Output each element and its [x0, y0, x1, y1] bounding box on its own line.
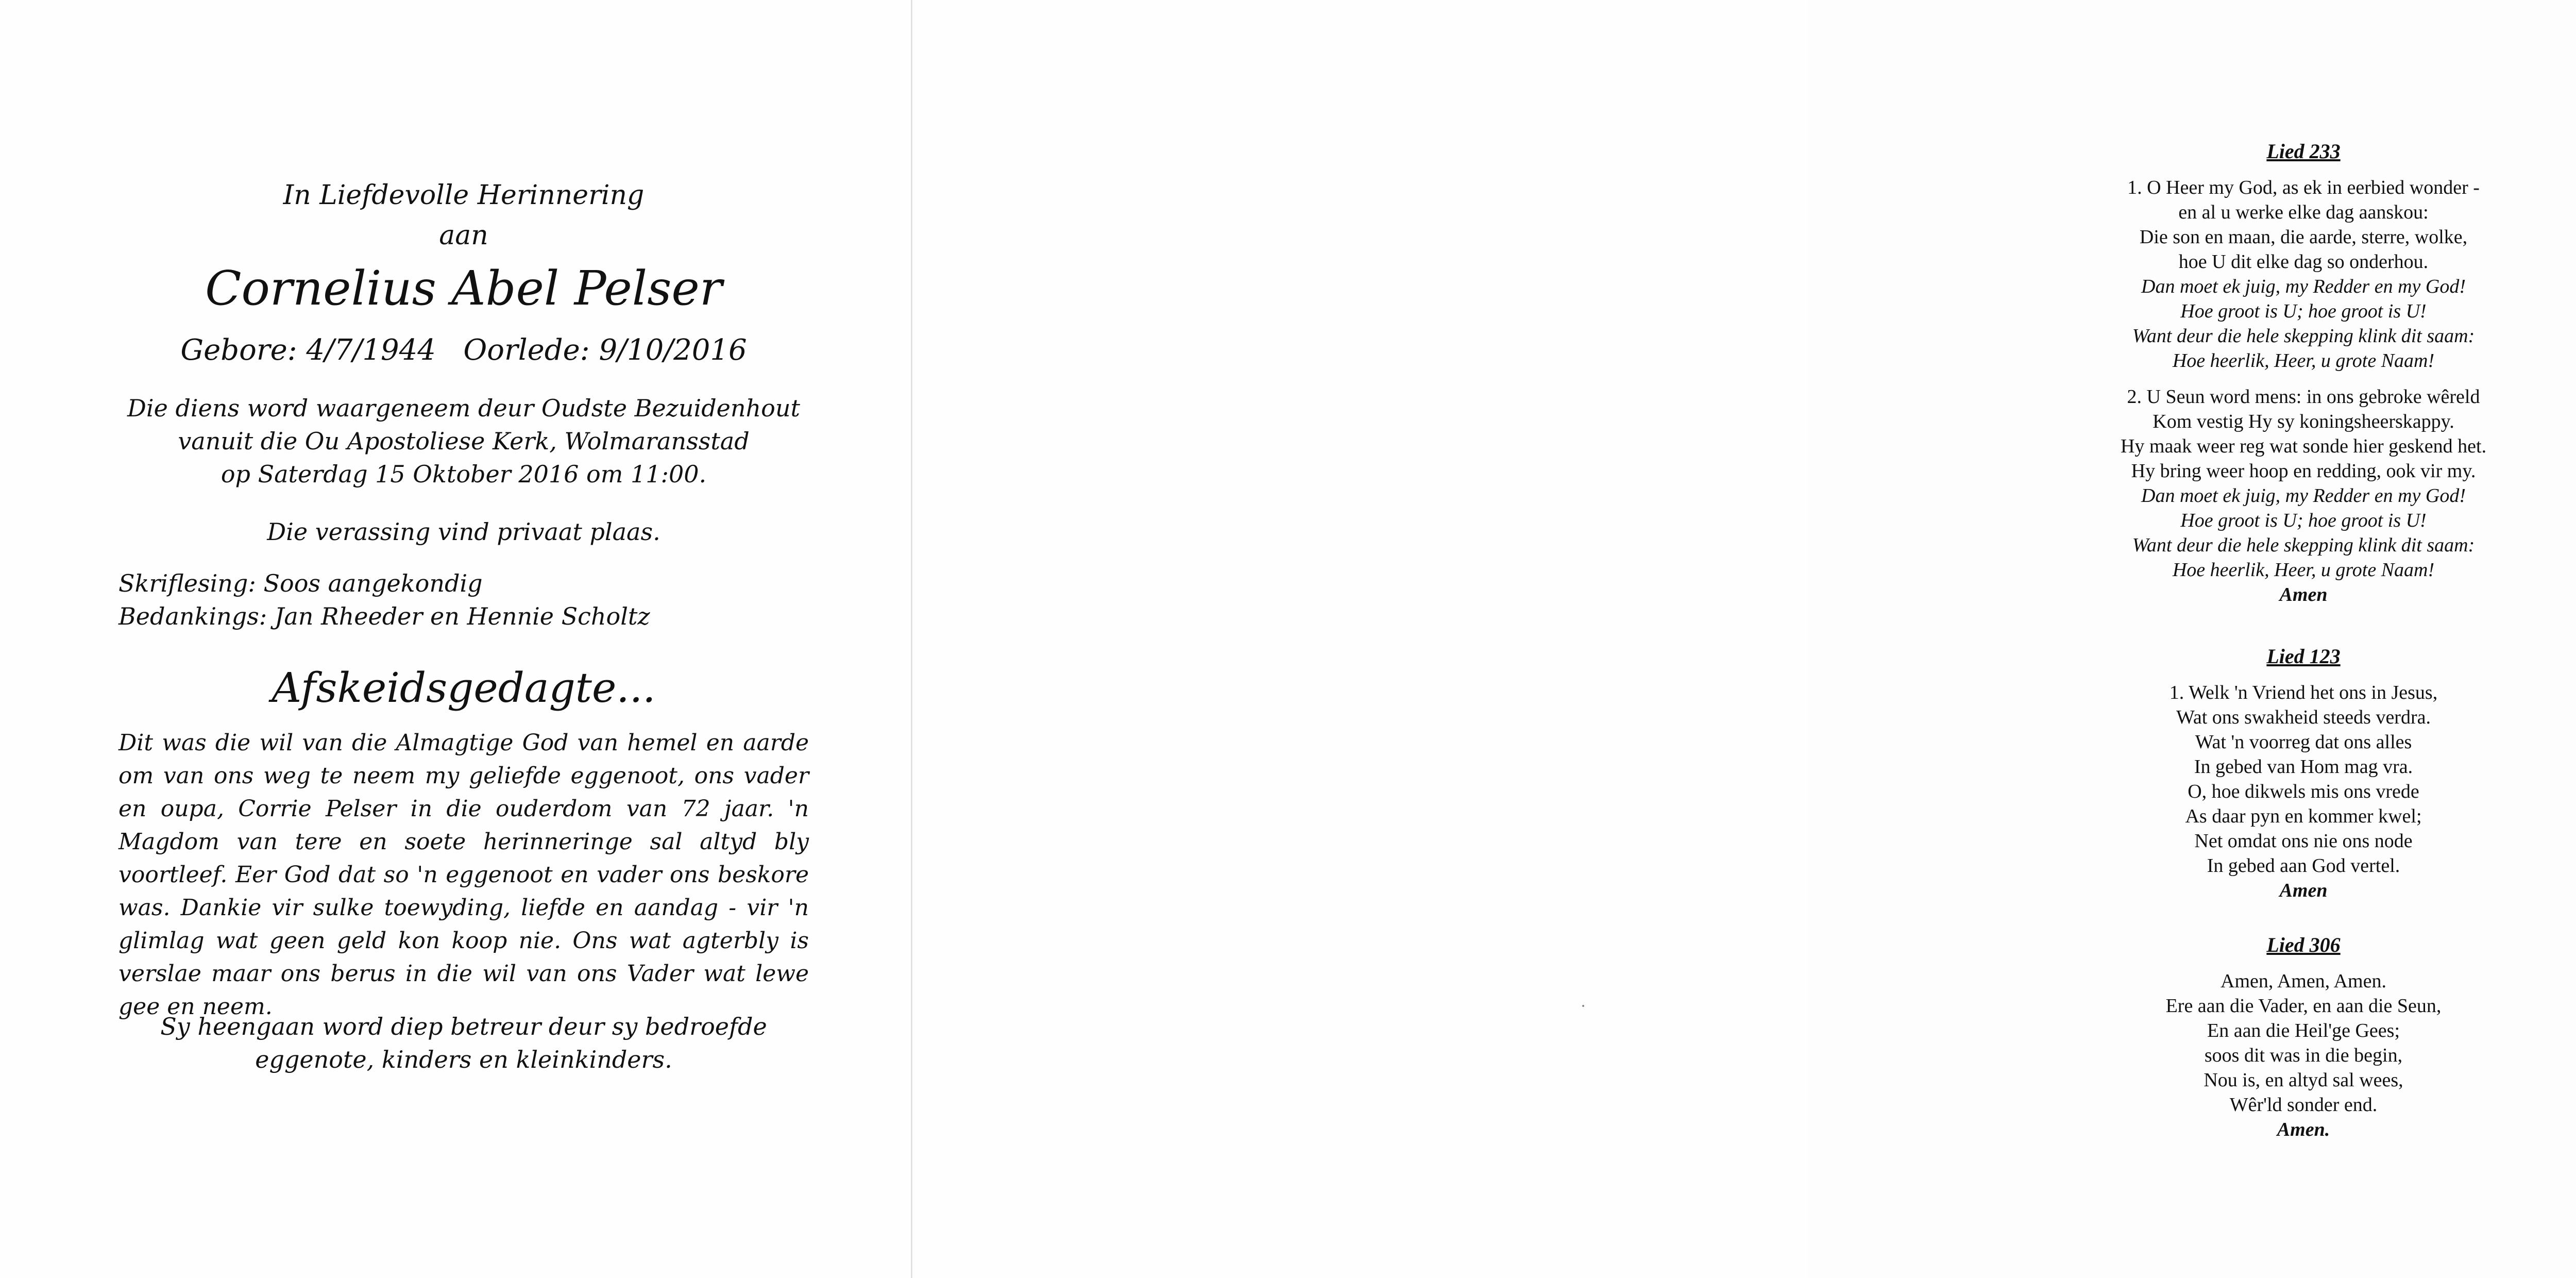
intro-line-1: In Liefdevolle Herinnering: [283, 180, 645, 211]
verse-1: [1984, 680, 2576, 878]
service-line-3: op Saterdag 15 Oktober 2016 om 11:00.: [221, 460, 707, 488]
condolence-line-2: eggenote, kinders en kleinkinders.: [255, 1046, 672, 1073]
farewell-body: Dit was die wil van die Almagtige God van hemel en aarde om van ons weg te neem my geliefde eggenoot, ons vader en oupa, Corrie Pelser in die ouderdom van 72 jaar. 'n Magdom van tere en soete herinneringe sal altyd bly voortleef. Eer God dat so 'n eggenoot en vader ons beskore was. Dankie vir sulke toewyding, liefde en aandag - vir 'n glimlag wat geen geld kon koop nie. Ons wat agterbly is verslae maar ons berus in die wil van ons Vader wat lewe gee en neem.: [118, 730, 809, 1020]
thanks-line: Bedankings: Jan Rheeder en Hennie Scholtz: [118, 602, 650, 630]
verse-line: 1. Welk 'n Vriend het ons in Jesus,: [2169, 682, 2438, 703]
born-date: Gebore: 4/7/1944: [180, 333, 436, 367]
verse-line: O, hoe dikwels mis ons vrede: [2188, 781, 2419, 802]
chorus-line: Want deur die hele skepping klink dit saam:: [2132, 325, 2475, 347]
chorus-line: Hoe heerlik, Heer, u grote Naam!: [2172, 350, 2435, 372]
deceased-name: Cornelius Abel Pelser: [205, 261, 722, 316]
verse-line: Hy maak weer reg wat sonde hier geskend het.: [2120, 435, 2487, 457]
hymn-title: Lied 233: [2266, 140, 2341, 163]
verse-1: [1984, 175, 2576, 373]
chorus-line: Hoe heerlik, Heer, u grote Naam!: [2172, 559, 2435, 581]
condolence-note: [118, 1010, 809, 1076]
verse-line: In gebed aan God vertel.: [2207, 855, 2400, 877]
verse-line: soos dit was in die begin,: [2204, 1045, 2403, 1066]
verse-line: Net omdat ons nie ons node: [2194, 830, 2413, 852]
hymn-123: [1984, 644, 2576, 903]
right-panel: [912, 0, 2487, 1278]
private-cremation-note: Die verassing vind privaat plaas.: [267, 518, 660, 546]
verse-line: As daar pyn en kommer kwel;: [2185, 805, 2422, 827]
verse-line: Amen, Amen, Amen.: [2221, 970, 2386, 992]
verse-line: hoe U dit elke dag so onderhou.: [2178, 251, 2429, 273]
chorus-line: Dan moet ek juig, my Redder en my God!: [2141, 276, 2466, 297]
verse-line: En aan die Heil'ge Gees;: [2207, 1020, 2400, 1041]
hymn-title: Lied 306: [2266, 933, 2341, 956]
life-dates: [118, 330, 809, 371]
verse-line: Kom vestig Hy sy koningsheerskappy.: [2153, 411, 2454, 432]
hymn-306: [1984, 933, 2576, 1142]
verse-line: Ere aan die Vader, en aan die Seun,: [2165, 995, 2442, 1017]
service-line-1: Die diens word waargeneem deur Oudste Bezuidenhout: [127, 394, 800, 422]
verse-line: Nou is, en altyd sal wees,: [2204, 1069, 2403, 1091]
verse-line: In gebed van Hom mag vra.: [2194, 756, 2413, 778]
died-date: Oorlede: 9/10/2016: [463, 333, 747, 367]
chorus-line: Want deur die hele skepping klink dit saam:: [2132, 534, 2475, 556]
scripture-reading: Skriflesing: Soos aangekondig: [118, 569, 483, 597]
verse-line: en al u werke elke dag aanskou:: [2178, 201, 2429, 223]
verse-line: Wat ons swakheid steeds verdra.: [2176, 707, 2431, 728]
intro-line-2: aan: [439, 220, 488, 251]
verse-line: 1. O Heer my God, as ek in eerbied wonder -: [2127, 177, 2480, 198]
verse-line: Wat 'n voorreg dat ons alles: [2195, 731, 2412, 753]
farewell-title: Afskeidsgedagte...: [272, 664, 656, 712]
chorus-line: Hoe groot is U; hoe groot is U!: [2180, 510, 2427, 531]
verse-line: Die son en maan, die aarde, sterre, wolke,: [2139, 226, 2468, 248]
amen-line: Amen: [2279, 880, 2328, 901]
service-line-2: vanuit die Ou Apostoliese Kerk, Wolmaransstad: [178, 427, 750, 455]
verse-1: [1984, 969, 2576, 1117]
service-details: [118, 392, 809, 491]
verse-2: [1984, 384, 2576, 582]
amen-line: Amen: [2279, 584, 2328, 606]
condolence-line-1: Sy heengaan word diep betreur deur sy bedroefde: [160, 1013, 767, 1040]
verse-line: Hy bring weer hoop en redding, ook vir my.: [2131, 460, 2476, 482]
hymn-title: Lied 123: [2266, 645, 2341, 668]
readings-block: [118, 567, 809, 633]
chorus-line: Hoe groot is U; hoe groot is U!: [2180, 300, 2427, 322]
amen-line: Amen.: [2277, 1119, 2330, 1140]
scan-speck: [1582, 1005, 1584, 1007]
verse-line: Wêr'ld sonder end.: [2229, 1094, 2378, 1116]
chorus-line: Dan moet ek juig, my Redder en my God!: [2141, 485, 2466, 507]
intro-heading: [118, 175, 809, 256]
verse-line: 2. U Seun word mens: in ons gebroke wêreld: [2127, 386, 2480, 408]
hymn-233: [1984, 139, 2576, 607]
left-panel: [0, 0, 911, 1278]
